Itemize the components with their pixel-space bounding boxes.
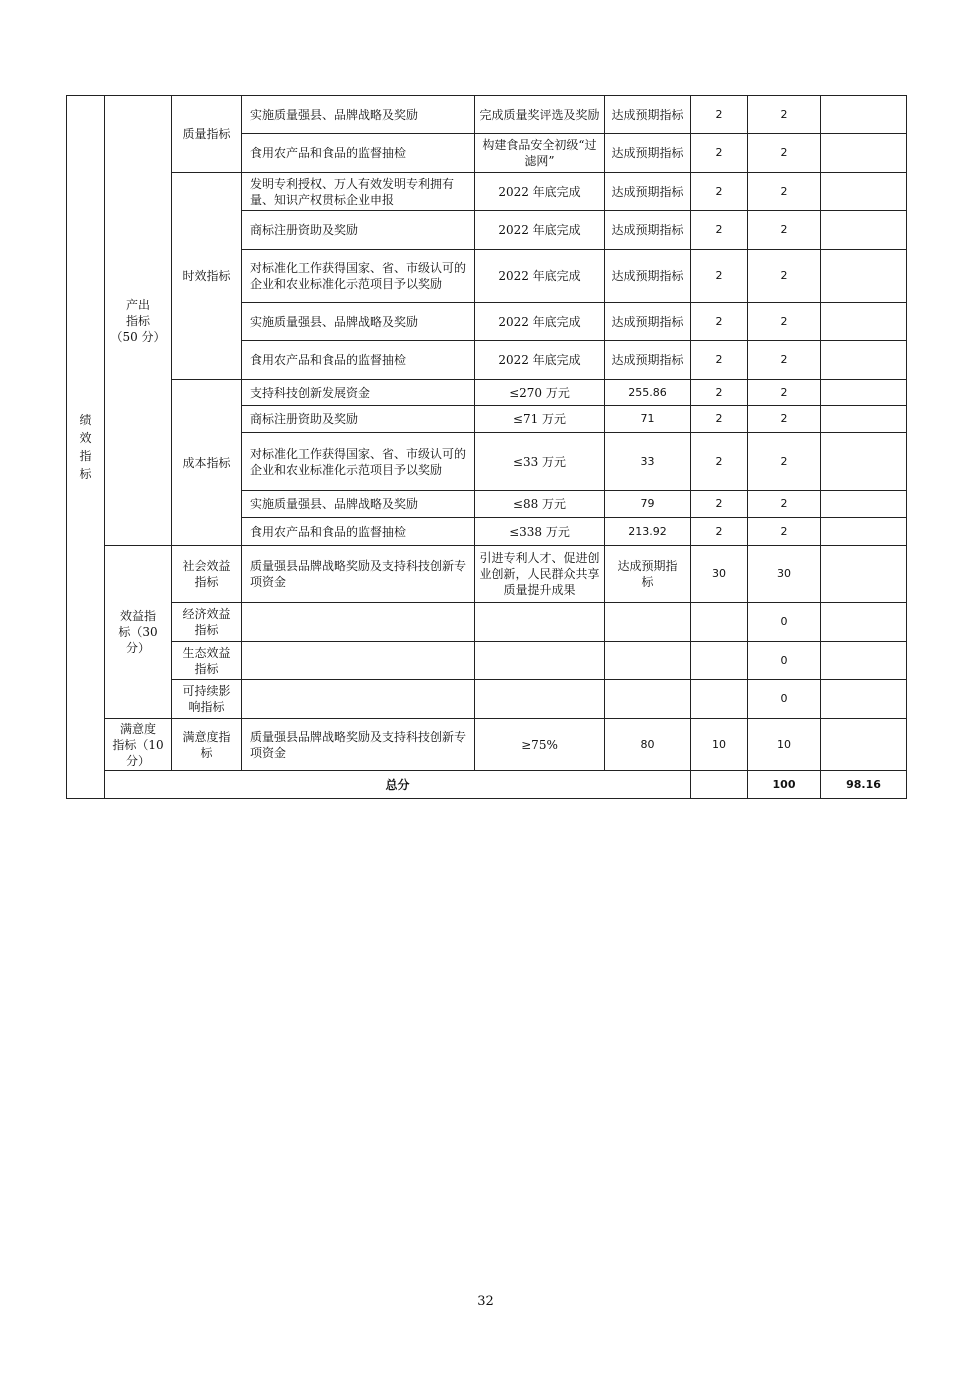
- indicator-item: 实施质量强县、品牌战略及奖励: [242, 491, 475, 518]
- note-cell: [821, 518, 907, 546]
- economic-benefit-label: 经济效益 指标: [172, 603, 242, 642]
- actual-value: 达成预期指标: [605, 250, 691, 303]
- total-score: 98.16: [821, 771, 907, 799]
- target-value: 2022 年底完成: [475, 250, 605, 303]
- note-cell: [821, 211, 907, 250]
- total-actual: [691, 771, 748, 799]
- level1-performance-indicators: 绩 效 指 标: [67, 96, 105, 799]
- target-value: ≥75%: [475, 719, 605, 771]
- actual-value: 达成预期指标: [605, 173, 691, 211]
- note-cell: [821, 303, 907, 341]
- score-value: 2: [748, 518, 821, 546]
- actual-value: 213.92: [605, 518, 691, 546]
- weight-value: 10: [691, 719, 748, 771]
- score-value: 2: [748, 211, 821, 250]
- target-value: 引进专利人才、促进创业创新，人民群众共享质量提升成果: [475, 546, 605, 603]
- ecological-benefit-label: 生态效益 指标: [172, 642, 242, 680]
- note-cell: [821, 406, 907, 433]
- satisfaction-sub-label: 满意度指 标: [172, 719, 242, 771]
- empty-cell: [605, 680, 691, 719]
- note-cell: [821, 642, 907, 680]
- empty-cell: [605, 642, 691, 680]
- indicator-item: 商标注册资助及奖励: [242, 406, 475, 433]
- weight-value: 2: [691, 303, 748, 341]
- actual-value: 达成预期指标: [605, 211, 691, 250]
- score-value: 2: [748, 96, 821, 134]
- score-value: 0: [748, 603, 821, 642]
- note-cell: [821, 96, 907, 134]
- output-indicators-label: 产出 指标 （50 分）: [105, 96, 172, 546]
- score-value: 10: [748, 719, 821, 771]
- indicator-item: 食用农产品和食品的监督抽检: [242, 134, 475, 173]
- weight-value: 2: [691, 134, 748, 173]
- actual-value: 71: [605, 406, 691, 433]
- score-value: 30: [748, 546, 821, 603]
- score-value: 0: [748, 642, 821, 680]
- note-cell: [821, 546, 907, 603]
- actual-value: 达成预期指标: [605, 341, 691, 380]
- score-value: 2: [748, 134, 821, 173]
- weight-value: 2: [691, 341, 748, 380]
- actual-value: 达成预期指标: [605, 96, 691, 134]
- note-cell: [821, 603, 907, 642]
- indicator-item: 食用农产品和食品的监督抽检: [242, 518, 475, 546]
- indicator-item: 质量强县品牌战略奖励及支持科技创新专项资金: [242, 546, 475, 603]
- weight-value: 2: [691, 491, 748, 518]
- empty-cell: [242, 680, 475, 719]
- empty-cell: [691, 680, 748, 719]
- note-cell: [821, 433, 907, 491]
- actual-value: 80: [605, 719, 691, 771]
- satisfaction-indicators-label: 满意度 指标（10 分）: [105, 719, 172, 771]
- actual-value: 79: [605, 491, 691, 518]
- weight-value: 2: [691, 406, 748, 433]
- indicator-item: 实施质量强县、品牌战略及奖励: [242, 303, 475, 341]
- indicator-item: 商标注册资助及奖励: [242, 211, 475, 250]
- total-label: 总分: [105, 771, 691, 799]
- indicator-item: 对标准化工作获得国家、省、市级认可的企业和农业标准化示范项目予以奖励: [242, 250, 475, 303]
- page-number: 32: [477, 1294, 494, 1309]
- target-value: ≤270 万元: [475, 380, 605, 406]
- target-value: 2022 年底完成: [475, 303, 605, 341]
- target-value: ≤71 万元: [475, 406, 605, 433]
- note-cell: [821, 680, 907, 719]
- actual-value: 255.86: [605, 380, 691, 406]
- sustainable-impact-label: 可持续影 响指标: [172, 680, 242, 719]
- quality-indicators-label: 质量指标: [172, 96, 242, 173]
- target-value: 2022 年底完成: [475, 211, 605, 250]
- indicator-item: 对标准化工作获得国家、省、市级认可的企业和农业标准化示范项目予以奖励: [242, 433, 475, 491]
- empty-cell: [475, 680, 605, 719]
- empty-cell: [242, 642, 475, 680]
- actual-value: 达成预期指标: [605, 303, 691, 341]
- indicator-item: 发明专利授权、万人有效发明专利拥有量、知识产权贯标企业申报: [242, 173, 475, 211]
- note-cell: [821, 134, 907, 173]
- score-value: 0: [748, 680, 821, 719]
- benefit-indicators-label: 效益指 标（30 分）: [105, 546, 172, 719]
- note-cell: [821, 250, 907, 303]
- weight-value: 2: [691, 211, 748, 250]
- score-value: 2: [748, 433, 821, 491]
- weight-value: 2: [691, 250, 748, 303]
- target-value: 2022 年底完成: [475, 173, 605, 211]
- empty-cell: [475, 642, 605, 680]
- score-value: 2: [748, 173, 821, 211]
- performance-indicator-table: [66, 95, 907, 799]
- target-value: ≤88 万元: [475, 491, 605, 518]
- indicator-item: 实施质量强县、品牌战略及奖励: [242, 96, 475, 134]
- empty-cell: [242, 603, 475, 642]
- empty-cell: [691, 603, 748, 642]
- score-value: 2: [748, 303, 821, 341]
- weight-value: 2: [691, 173, 748, 211]
- timeliness-indicators-label: 时效指标: [172, 173, 242, 380]
- note-cell: [821, 380, 907, 406]
- indicator-item: 质量强县品牌战略奖励及支持科技创新专项资金: [242, 719, 475, 771]
- weight-value: 30: [691, 546, 748, 603]
- target-value: ≤33 万元: [475, 433, 605, 491]
- cost-indicators-label: 成本指标: [172, 380, 242, 546]
- target-value: 2022 年底完成: [475, 341, 605, 380]
- social-benefit-label: 社会效益 指标: [172, 546, 242, 603]
- weight-value: 2: [691, 433, 748, 491]
- score-value: 2: [748, 380, 821, 406]
- score-value: 2: [748, 250, 821, 303]
- target-value: 完成质量奖评选及奖励: [475, 96, 605, 134]
- note-cell: [821, 341, 907, 380]
- score-value: 2: [748, 341, 821, 380]
- score-value: 2: [748, 406, 821, 433]
- empty-cell: [691, 642, 748, 680]
- total-weight: 100: [748, 771, 821, 799]
- note-cell: [821, 719, 907, 771]
- weight-value: 2: [691, 96, 748, 134]
- note-cell: [821, 491, 907, 518]
- empty-cell: [475, 603, 605, 642]
- weight-value: 2: [691, 518, 748, 546]
- empty-cell: [605, 603, 691, 642]
- target-value: ≤338 万元: [475, 518, 605, 546]
- note-cell: [821, 173, 907, 211]
- actual-value: 达成预期指 标: [605, 546, 691, 603]
- actual-value: 33: [605, 433, 691, 491]
- indicator-item: 支持科技创新发展资金: [242, 380, 475, 406]
- indicator-item: 食用农产品和食品的监督抽检: [242, 341, 475, 380]
- target-value: 构建食品安全初级“过滤网”: [475, 134, 605, 173]
- score-value: 2: [748, 491, 821, 518]
- weight-value: 2: [691, 380, 748, 406]
- actual-value: 达成预期指标: [605, 134, 691, 173]
